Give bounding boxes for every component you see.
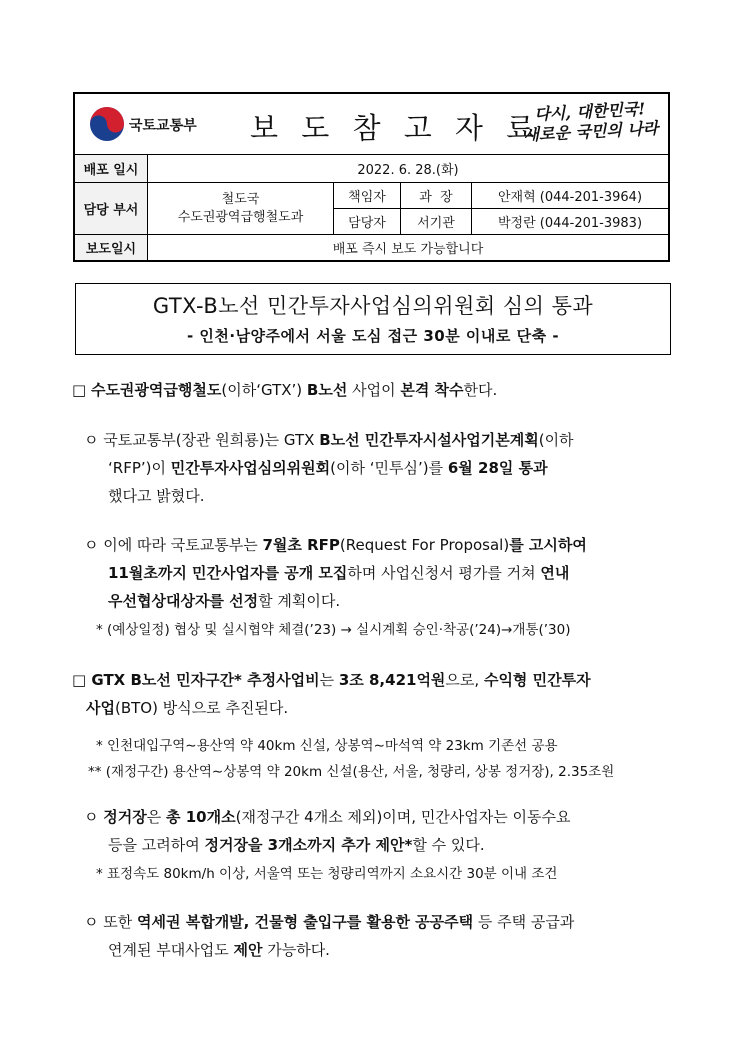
note-fiscal-section: ** (재정구간) 용산역∼상봉역 약 20km 신설(용산, 서울, 청량리, 상봉 정거장), 2.35조원 xyxy=(88,764,615,780)
slogan-line-1: 다시, 대한민국! xyxy=(533,99,646,124)
staff-title: 서기관 xyxy=(401,209,472,235)
note-schedule: * (예상일정) 협상 및 실시협약 체결(’23) → 실시계획 승인·착공(’24)→개통(’30) xyxy=(96,622,571,638)
headline-subtitle: - 인천·남양주에서 서울 도심 접근 30분 이내로 단축 - xyxy=(186,327,560,345)
slogan-line-2: 새로운 국민의 나라 xyxy=(523,118,659,145)
paragraph-2-line-3: 우선협상대상자를 선정할 계획이다. xyxy=(108,592,341,610)
paragraph-1-line-2: ‘RFP’)이 민간투자사업심의위원회(이하 ‘민투심’)를 6월 28일 통과 xyxy=(108,459,548,477)
distribution-label: 배포 일시 xyxy=(74,155,148,183)
chief-title: 과 장 xyxy=(401,183,472,209)
chief-role: 책임자 xyxy=(334,183,401,209)
section-1-heading: □ 수도권광역급행철도(이하‘GTX’) B노선 사업이 본격 착수한다. xyxy=(72,381,498,399)
dept-bureau: 철도국 xyxy=(221,191,260,207)
document-type-title: 보 도 참 고 자 료 xyxy=(250,111,542,145)
note-private-section: * 인천대입구역∼용산역 약 40km 신설, 상봉역∼마석역 약 23km 기존선 공용 xyxy=(96,738,558,754)
section-2-line-1: □ GTX B노선 민자구간* 추정사업비는 3조 8,421억원으로, 수익형 민간투자 xyxy=(72,671,591,689)
paragraph-3 xyxy=(84,803,672,859)
taegeuk-emblem-icon xyxy=(89,106,125,142)
staff-role: 담당자 xyxy=(334,209,401,235)
headline-title: GTX-B노선 민간투자사업심의위원회 심의 통과 xyxy=(152,294,594,318)
header-table xyxy=(73,92,670,262)
dept-name xyxy=(148,183,334,235)
paragraph-4 xyxy=(84,908,672,964)
staff-contact: 박정란 (044-201-3983) xyxy=(472,209,670,235)
section-2-heading xyxy=(72,666,672,722)
paragraph-1 xyxy=(84,426,672,510)
chief-contact: 안재혁 (044-201-3964) xyxy=(472,183,670,209)
paragraph-2-line-2: 11월초까지 민간사업자를 공개 모집하며 사업신청서 평가를 거쳐 연내 xyxy=(108,564,570,582)
paragraph-4-line-1: ㅇ 또한 역세권 복합개발, 건물형 출입구를 활용한 공공주택 등 주택 공급과 xyxy=(84,913,575,931)
paragraph-2 xyxy=(84,531,672,615)
distribution-date: 2022. 6. 28.(화) xyxy=(148,155,670,183)
headline-box xyxy=(75,283,671,355)
dept-label: 담당 부서 xyxy=(74,183,148,235)
report-value: 배포 즉시 보도 가능합니다 xyxy=(148,235,670,261)
paragraph-3-line-2: 등을 고려하여 정거장을 3개소까지 추가 제안*할 수 있다. xyxy=(108,836,485,854)
ministry-name: 국토교통부 xyxy=(129,118,197,134)
slogan xyxy=(522,99,659,146)
paragraph-4-line-2: 연계된 부대사업도 제안 가능하다. xyxy=(108,941,330,959)
dept-division: 수도권광역급행철도과 xyxy=(177,209,304,225)
report-label: 보도일시 xyxy=(74,235,148,261)
paragraph-3-line-1: ㅇ 정거장은 총 10개소(재정구간 4개소 제외)이며, 민간사업자는 이동수요 xyxy=(84,808,571,826)
paragraph-2-line-1: ㅇ 이에 따라 국토교통부는 7월초 RFP(Request For Proposal)를 고시하여 xyxy=(84,536,587,554)
header-banner xyxy=(74,93,669,155)
paragraph-1-line-1: ㅇ 국토교통부(장관 원희룡)는 GTX B노선 민간투자시설사업기본계획(이하 xyxy=(84,431,574,449)
note-station-condition: * 표정속도 80km/h 이상, 서울역 또는 청량리역까지 소요시간 30분 이내 조건 xyxy=(96,866,558,882)
paragraph-1-line-3: 했다고 밝혔다. xyxy=(108,487,205,505)
section-2-line-2: 사업(BTO) 방식으로 추진된다. xyxy=(86,699,289,717)
